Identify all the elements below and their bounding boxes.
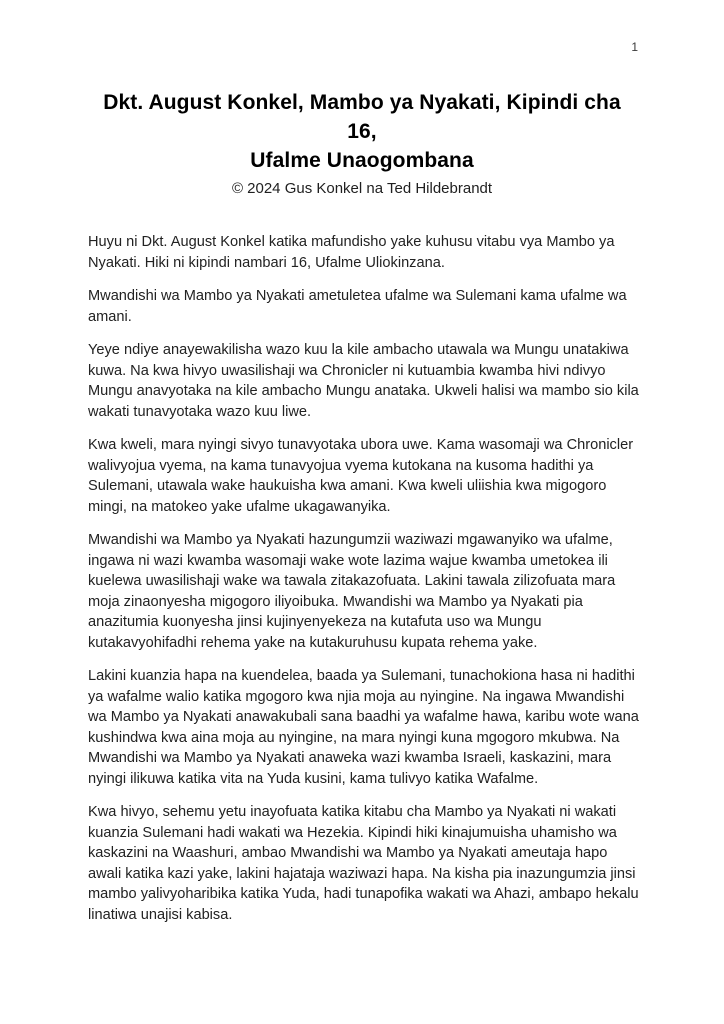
paragraph-chronicler-division: Mwandishi wa Mambo ya Nyakati hazungumzii waziwazi mgawanyiko wa ufalme, ingawa ni wazi kwamba wasomaji wake wote lazima wajue kwamba umetokea ili kuelewa uwasilishaji wake wa tawala zitakazofuata. Lakini tawala zilizofuata mara moja zinaonyesha migogoro iliyoibuka. Mwandishi wa Mambo ya Nyakati pia anazitumia kuonyesha jinsi kujinyenyekeza na kutafuta uso wa Mungu kutakavyohifadhi rehema yake na kutakuruhusu kupata rehema yake. [88,532,616,651]
paragraph-gods-rule-ideal: Yeye ndiye anayewakilisha wazo kuu la kile ambacho utawala wa Mungu unatakiwa kuwa. Na kwa hivyo uwasilishaji wa Chronicler ni kutuambia kwamba hivi ndivyo Mungu anavyotaka na kile ambacho Mungu anataka. Ukweli halisi wa mambo sio kila wakati tunavyotaka wazo kuu liwe. [88,342,639,420]
document-title-line-2: 16, [347,120,377,143]
paragraph-next-section: Kwa hivyo, sehemu yetu inayofuata katika kitabu cha Mambo ya Nyakati ni wakati kuanzia Sulemani hadi wakati wa Hezekia. Kipindi hiki kinajumuisha uhamisho wa kaskazini na Waashuri, ambao Mwandishi wa Mambo ya Nyakati ameutaja hapo awali katika kazi yake, lakini hajataja waziwazi hapa. Na kisha pia inazungumzia jinsi mambo yalivyoharibika katika Yuda, hadi tunapofika wakati wa Ahazi, ambapo hekalu linatiwa unajisi kabisa. [88,804,639,923]
paragraph-kings-in-conflict: Lakini kuanzia hapa na kuendelea, baada ya Sulemani, tunachokiona hasa ni hadithi ya wafalme walio katika mgogoro kwa njia moja au nyingine. Na ingawa Mwandishi wa Mambo ya Nyakati anawakubali sana baadhi ya wafalme hawa, karibu wote wana kushindwa kwa aina moja au nyingine, na mara nyingi kuna mgogoro mkubwa. Na Mwandishi wa Mambo ya Nyakati anaweka wazi kwamba Israeli, kaskazini, mara nyingi ilikuwa katika vita na Yuda kusini, kama tulivyo katika Wafalme. [88,668,639,787]
document-title-line-1: Dkt. August Konkel, Mambo ya Nyakati, Kipindi cha [103,91,621,114]
paragraph-solomon-peace: Mwandishi wa Mambo ya Nyakati ametuletea ufalme wa Sulemani kama ufalme wa amani. [88,288,627,325]
page-number: 1 [631,40,638,54]
copyright-line: © 2024 Gus Konkel na Ted Hildebrandt [231,180,493,197]
document-body [88,232,642,925]
document-title-line-3: Ufalme Unaogombana [250,149,474,172]
paragraph-kingdom-divided: Kwa kweli, mara nyingi sivyo tunavyotaka ubora uwe. Kama wasomaji wa Chronicler walivyojua vyema, na kama tunavyojua vyema kutokana na kusoma hadithi ya Sulemani, utawala wake haukuisha kwa amani. Kwa kweli uliishia kwa migogoro mingi, na matokeo yake ufalme ukagawanyika. [88,437,634,515]
paragraph-intro: Huyu ni Dkt. August Konkel katika mafundisho yake kuhusu vitabu vya Mambo ya Nyakati. Hiki ni kipindi nambari 16, Ufalme Uliokinzana. [88,234,615,271]
document-header [0,0,724,201]
